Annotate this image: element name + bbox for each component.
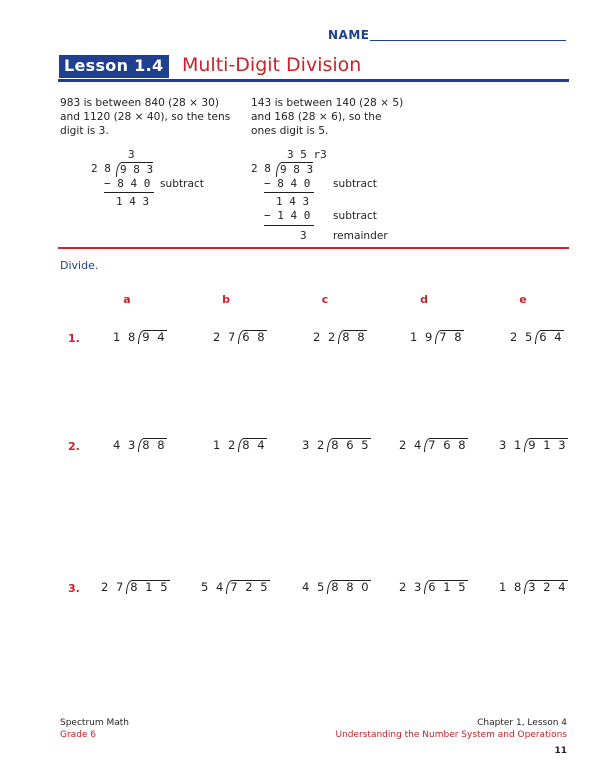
example-right-sub1-note: subtract — [333, 178, 377, 190]
division-problem — [213, 330, 267, 344]
section-rule — [58, 247, 569, 249]
text-line: 143 is between 140 (28 × 5) — [251, 97, 404, 109]
divisor: 3 1 — [499, 438, 524, 452]
example-left-quotient: 3 — [128, 148, 135, 161]
name-field — [0, 28, 565, 44]
dividend: 7 8 — [435, 330, 463, 344]
row-number: 3. — [68, 582, 80, 595]
dividend: 8 1 5 — [126, 580, 169, 594]
example-right-remainder-note: remainder — [333, 230, 388, 242]
example-right-sub2-note: subtract — [333, 210, 377, 222]
footer-publisher: Spectrum Math — [60, 718, 129, 728]
division-problem — [113, 438, 167, 452]
divisor: 2 7 — [101, 580, 126, 594]
dividend: 8 8 — [338, 330, 366, 344]
text-line: digit is 3. — [60, 125, 109, 137]
division-problem — [201, 580, 270, 594]
division-problem — [499, 438, 568, 452]
example-right-sub2: − 1 4 0 — [264, 209, 311, 222]
divisor: 2 2 — [313, 330, 338, 344]
dividend: 8 6 5 — [327, 438, 370, 452]
divisor: 1 2 — [213, 438, 238, 452]
divisor: 4 5 — [302, 580, 327, 594]
divisor: 4 3 — [113, 438, 138, 452]
text-line: and 1120 (28 × 40), so the tens — [60, 111, 231, 123]
example-right-remainder: 3 — [300, 229, 307, 242]
example-left-divisor: 2 8 — [91, 162, 111, 175]
subtraction-line — [104, 192, 154, 193]
example-right-divisor: 2 8 — [251, 162, 271, 175]
example-left-dividend: 9 8 3 — [116, 162, 153, 177]
dividend: 8 8 — [138, 438, 166, 452]
division-problem — [510, 330, 564, 344]
example-left-sub1: − 8 4 0 — [104, 177, 151, 190]
row-number: 1. — [68, 332, 80, 345]
subtraction-line — [264, 225, 314, 226]
example-left-diff1: 1 4 3 — [116, 195, 150, 208]
example-left-sub1-note: subtract — [160, 178, 204, 190]
dividend: 7 6 8 — [424, 438, 467, 452]
text-line: ones digit is 5. — [251, 125, 329, 137]
divisor: 1 8 — [499, 580, 524, 594]
example-right-text — [251, 96, 403, 138]
example-right-quotient: 3 5 r3 — [287, 148, 327, 161]
example-right-diff1: 1 4 3 — [276, 195, 310, 208]
division-problem — [410, 330, 464, 344]
name-line — [370, 40, 566, 41]
footer-grade: Grade 6 — [60, 730, 97, 740]
divisor: 1 9 — [410, 330, 435, 344]
dividend: 8 4 — [238, 438, 266, 452]
division-problem — [101, 580, 170, 594]
lesson-label: Lesson 1.4 — [59, 55, 169, 78]
dividend: 9 1 3 — [524, 438, 567, 452]
division-problem — [499, 580, 568, 594]
example-right-dividend: 9 8 3 — [276, 162, 313, 177]
division-problem — [399, 438, 468, 452]
column-header-c: c — [321, 293, 329, 306]
column-header-a: a — [123, 293, 131, 306]
directions: Divide. — [60, 259, 99, 272]
dividend: 3 2 4 — [524, 580, 567, 594]
dividend: 6 1 5 — [424, 580, 467, 594]
division-problem — [302, 438, 371, 452]
text-line: and 168 (28 × 6), so the — [251, 111, 382, 123]
dividend: 6 8 — [238, 330, 266, 344]
division-problem — [302, 580, 371, 594]
lesson-title: Multi-Digit Division — [182, 54, 362, 76]
example-left-text — [60, 96, 230, 138]
page-number: 11 — [554, 746, 567, 756]
column-header-d: d — [420, 293, 428, 306]
divisor: 2 7 — [213, 330, 238, 344]
dividend: 9 4 — [138, 330, 166, 344]
dividend: 7 2 5 — [226, 580, 269, 594]
divisor: 2 4 — [399, 438, 424, 452]
dividend: 8 8 0 — [327, 580, 370, 594]
divisor: 1 8 — [113, 330, 138, 344]
division-problem — [213, 438, 267, 452]
dividend: 6 4 — [535, 330, 563, 344]
example-right-sub1: − 8 4 0 — [264, 177, 311, 190]
text-line: 983 is between 840 (28 × 30) — [60, 97, 220, 109]
division-problem — [399, 580, 468, 594]
divisor: 3 2 — [302, 438, 327, 452]
footer-chapter: Chapter 1, Lesson 4 — [477, 718, 567, 728]
subtraction-line — [264, 192, 314, 193]
title-rule — [58, 79, 569, 82]
division-problem — [313, 330, 367, 344]
name-label: NAME — [328, 28, 370, 42]
divisor: 2 3 — [399, 580, 424, 594]
row-number: 2. — [68, 440, 80, 453]
division-problem — [113, 330, 167, 344]
footer-strand: Understanding the Number System and Operations — [335, 730, 567, 740]
column-header-e: e — [519, 293, 527, 306]
divisor: 2 5 — [510, 330, 535, 344]
divisor: 5 4 — [201, 580, 226, 594]
column-header-b: b — [222, 293, 230, 306]
